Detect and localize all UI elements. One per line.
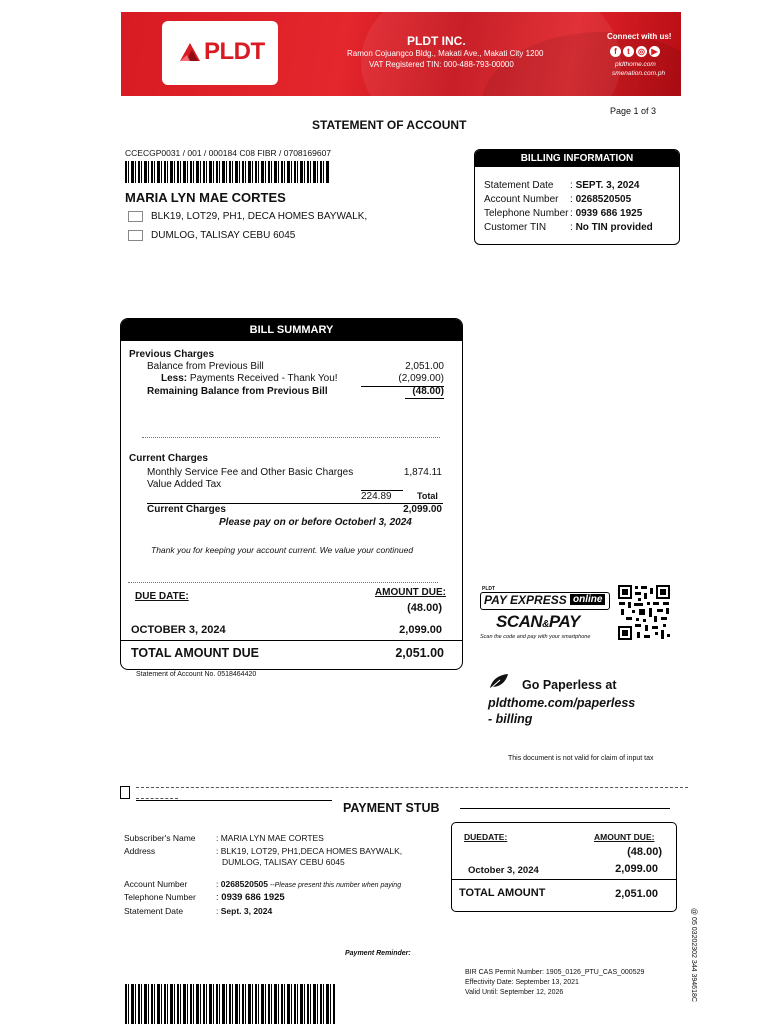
qr-code-icon[interactable] [617, 584, 671, 641]
amount-due-label: AMOUNT DUE: [374, 587, 446, 598]
pldt-logo [162, 21, 278, 85]
vat-value: 224.89 [361, 491, 392, 502]
page-title: STATEMENT OF ACCOUNT [312, 118, 467, 132]
stub-due-amount-value: 2,099.00 [615, 863, 658, 875]
bill-summary-panel [120, 318, 463, 670]
customer-tin-value: : No TIN provided [570, 222, 653, 233]
vat-label: Value Added Tax [147, 479, 222, 490]
statement-account-number: Statement of Account No. 0518464420 [136, 671, 257, 678]
side-code: @ 05 03202302 344 394618C [690, 908, 697, 1002]
address-value-line1: : BLK19, LOT29, PH1,DECA HOMES BAYWALK, [216, 846, 403, 856]
instagram-icon[interactable]: ◎ [636, 46, 647, 57]
stub-amount-panel [451, 822, 677, 912]
cut-line [136, 787, 688, 788]
thank-you-note: Thank you for keeping your account current. We value your continued [151, 545, 414, 555]
company-header [121, 12, 681, 96]
pay-express-banner[interactable] [480, 586, 612, 644]
payment-reminder-label: Payment Reminder: [345, 950, 411, 957]
address-label: Address [124, 846, 156, 856]
payment-stub-heading: PAYMENT STUB [343, 801, 440, 815]
input-tax-disclaimer: This document is not valid for claim of input tax [508, 755, 654, 762]
leaf-icon [488, 672, 510, 690]
bill-summary-heading: BILL SUMMARY [121, 319, 462, 341]
pay-express-brand: PLDT [482, 586, 496, 592]
account-number-label: Account Number [484, 194, 559, 205]
paperless-link[interactable]: pldthome.com/paperless [488, 696, 636, 710]
telephone-number-label: Telephone Number [124, 892, 196, 902]
account-number-label: Account Number [124, 879, 188, 889]
paperless-heading: Go Paperless at [522, 678, 617, 692]
connect-label: Connect with us! [607, 32, 672, 41]
stub-due-date-label: DUEDATE: [464, 832, 508, 842]
payments-received-value: (2,099.00) [398, 373, 444, 384]
stub-barcode [125, 984, 335, 1024]
stub-amount-due-label: AMOUNT DUE: [594, 832, 655, 842]
scan-pay-label: SCAN&PAY [496, 612, 580, 631]
billing-information-heading: BILLING INFORMATION [475, 150, 679, 167]
online-label: online [570, 594, 605, 605]
scissors-icon [120, 786, 130, 799]
divider [142, 437, 440, 438]
total-amount-due-value: 2,051.00 [395, 646, 444, 660]
monthly-fee-value: 1,874.11 [403, 467, 442, 478]
customer-address-line2: DUMLOG, TALISAY CEBU 6045 [151, 230, 296, 241]
due-date-label: DUE DATE: [135, 591, 189, 602]
statement-date-label: Statement Date [124, 906, 184, 916]
current-charges-heading: Current Charges [129, 453, 208, 464]
due-date-value: OCTOBER 3, 2024 [131, 624, 226, 636]
barcode [125, 161, 330, 183]
balance-previous-value: 2,051.00 [405, 361, 444, 372]
statement-date-label: Statement Date [484, 180, 554, 191]
company-address: Ramon Cojuangco Bldg., Makati Ave., Makati City 1200 [347, 49, 544, 58]
account-code: CCECGP0031 / 001 / 000184 C08 FIBR / 0708169607 [125, 148, 332, 158]
telephone-number-value: : 0939 686 1925 [216, 892, 285, 903]
paperless-link-suffix[interactable]: - billing [488, 712, 533, 726]
bir-permit: BIR CAS Permit Number: 1905_0126_PTU_CAS_000529 [465, 969, 645, 976]
company-name: PLDT INC. [407, 34, 466, 48]
billing-information-panel [474, 149, 680, 245]
bir-effectivity: Effectivity Date: September 13, 2021 [465, 979, 579, 986]
total-amount-due-label: TOTAL AMOUNT DUE [131, 646, 260, 660]
customer-tin-label: Customer TIN [484, 222, 547, 233]
subscriber-name-value: : MARIA LYN MAE CORTES [216, 833, 324, 843]
subscriber-name-label: Subscriber's Name [124, 833, 196, 843]
stub-due-date-value: October 3, 2024 [468, 865, 539, 876]
mail-icon [128, 211, 143, 222]
pay-express-label: PAY EXPRESS [484, 593, 567, 607]
stub-amount-due-value: (48.00) [627, 846, 662, 858]
telephone-number-label: Telephone Number [484, 208, 569, 219]
twitter-icon[interactable]: t [623, 46, 634, 57]
site-link-smenation[interactable]: smenation.com.ph [612, 70, 666, 77]
previous-charges-heading: Previous Charges [129, 349, 215, 360]
scan-instruction: Scan the code and pay with your smartphone [480, 634, 591, 640]
page-number: Page 1 of 3 [610, 106, 657, 116]
stub-total-amount-label: TOTAL AMOUNT [459, 887, 546, 899]
telephone-number-value: : 0939 686 1925 [570, 208, 643, 219]
monthly-fee-label: Monthly Service Fee and Other Basic Charges [147, 467, 354, 478]
current-charges-label: Current Charges [147, 504, 226, 515]
pay-before-notice: Please pay on or before Octoberl 3, 2024 [219, 517, 412, 528]
account-number-value: : 0268520505 --Please present this number when paying [216, 879, 402, 889]
payments-received-label: Less: Payments Received - Thank You! [161, 373, 338, 384]
mail-icon [128, 230, 143, 241]
remaining-balance-value: (48.00) [412, 386, 444, 397]
balance-previous-label: Balance from Previous Bill [147, 361, 264, 372]
current-charges-value: 2,099.00 [403, 504, 442, 515]
address-value-line2: DUMLOG, TALISAY CEBU 6045 [222, 857, 345, 867]
customer-name: MARIA LYN MAE CORTES [125, 190, 286, 205]
statement-date-value: : Sept. 3, 2024 [216, 906, 273, 916]
customer-address-line1: BLK19, LOT29, PH1, DECA HOMES BAYWALK, [151, 211, 368, 222]
youtube-icon[interactable]: ▶ [649, 46, 660, 57]
remaining-balance-label: Remaining Balance from Previous Bill [147, 386, 328, 397]
pldt-logo-mark-icon [178, 41, 202, 65]
amount-due-value: (48.00) [407, 602, 442, 614]
account-number-value: : 0268520505 [570, 194, 632, 205]
total-label: Total [417, 491, 438, 501]
site-link-pldthome[interactable]: pldthome.com [615, 61, 656, 68]
divider [128, 582, 438, 583]
logo-text: PLDT [204, 38, 265, 65]
company-tin: VAT Registered TIN: 000-488-793-00000 [369, 60, 514, 69]
due-amount-value: 2,099.00 [399, 624, 442, 636]
facebook-icon[interactable]: f [610, 46, 621, 57]
stub-total-amount-value: 2,051.00 [615, 888, 658, 900]
statement-date-value: : SEPT. 3, 2024 [570, 180, 640, 191]
bir-valid-until: Valid Until: September 12, 2026 [465, 989, 564, 996]
